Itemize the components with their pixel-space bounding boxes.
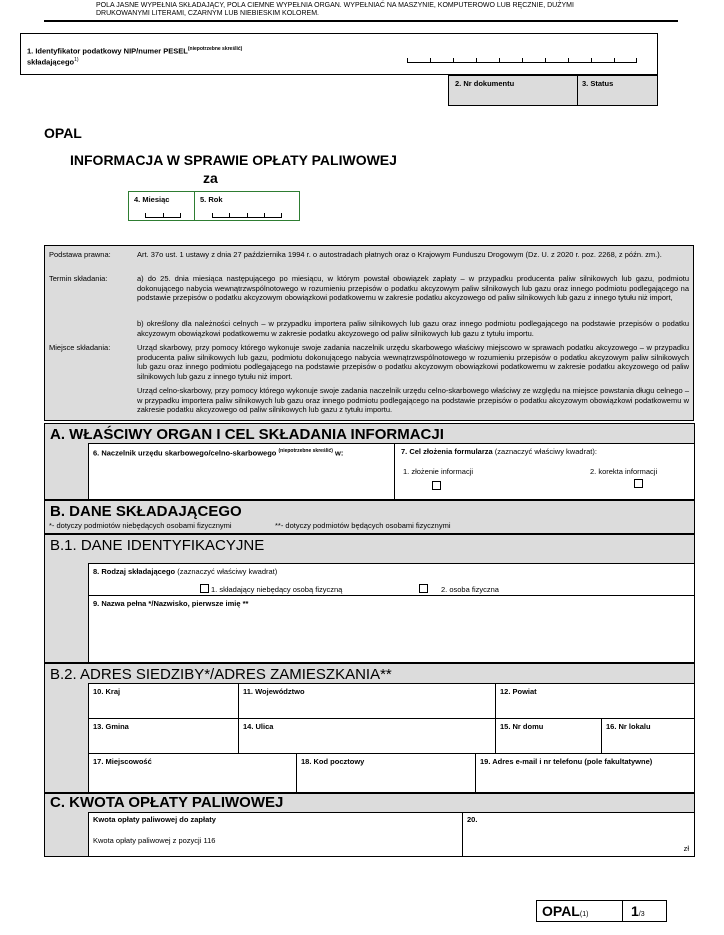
footer-page xyxy=(622,900,667,922)
deadline-text-a: a) do 25. dnia miesiąca następującego po miesiącu, w którym powstał obowiązek zapłaty – w przypadku producenta paliw silnikowych lub gazu, podmiotu dokonującego nabycia wewnątrzwspólnotowego w rozumieniu przepisów o podatku akcyzowym paliw silnikowych lub gazu oraz innego podmiotu podlegającego na podstawie przepisów o podatku akcyzowym obowiązkowi podatkowemu w zakresie podatku akcyzowego od paliw silnikowych lub gazu z innego tytułu niż import, xyxy=(137,274,689,302)
footnote-ref: 1) xyxy=(74,56,79,63)
form-title: INFORMACJA W SPRAWIE OPŁATY PALIWOWEJ xyxy=(70,152,397,168)
section-c-title: C. KWOTA OPŁATY PALIWOWEJ xyxy=(50,794,284,811)
place-label: Miejsce składania: xyxy=(49,343,111,352)
fuel-fee-amount-field[interactable] xyxy=(462,812,695,857)
email-phone-label: 19. Adres e-mail i nr telefonu (pole fakultatywne) xyxy=(480,757,653,766)
tax-office-label: 6. Naczelnik urzędu skarbowego/celno-skarbowego xyxy=(93,448,277,458)
currency-unit: zł xyxy=(683,843,689,853)
section-b xyxy=(44,500,695,534)
month-input[interactable] xyxy=(145,213,181,218)
footer-page-total: /3 xyxy=(638,911,645,918)
postal-code-field[interactable] xyxy=(296,753,476,793)
deadline-text-b: b) określony dla należności celnych – w przypadku importera paliw silnikowych lub gazu oraz innego podmiotu podlegającego na podstawie przepisów o podatku akcyzowym obowiązkowi podatkowemu w zakresie podatku akcyzowego od paliw silnikowych lub gazu z tytułu importu. xyxy=(137,319,689,338)
tax-office-note: (niepotrzebne skreślić) xyxy=(278,448,333,454)
voivodeship-label: 11. Województwo xyxy=(243,687,305,696)
street-field[interactable] xyxy=(238,718,496,754)
purpose-label: 7. Cel złożenia formularza xyxy=(401,447,493,456)
footer-form-code xyxy=(536,900,623,922)
id-digit-ticks xyxy=(407,58,637,63)
document-number-field xyxy=(448,75,578,106)
apartment-number-field[interactable] xyxy=(601,718,695,754)
header-note: POLA JASNE WYPEŁNIA SKŁADAJĄCY, POLA CIEMNE WYPEŁNIA ORGAN. WYPEŁNIAĆ NA MASZYNIE, KOMPUTEROWO LUB RĘCZNIE, DUŻYMI DRUKOWANYMI LITERAMI, CZARNYM LUB NIEBIESKIM KOLOREM. xyxy=(96,2,574,17)
commune-field[interactable] xyxy=(88,718,239,754)
place-text-a: Urząd skarbowy, przy pomocy którego wykonuje swoje zadania naczelnik urzędu skarbowego właściwy miejscowo w sprawach podatku akcyzowego – w przypadku producenta paliw silnikowych lub gazu, podmiotu dokonującego nabycia wewnątrzwspólnotowego w rozumieniu przepisów o podatku akcyzowym paliw silnikowych lub gazu oraz innego podmiotu podlegającego na podstawie przepisów o podatku akcyzowym obowiązkowi podatkowemu w zakresie podatku akcyzowego od paliw silnikowych lub gazu z innego tytułu niż import. xyxy=(137,343,689,381)
submitter-type-opt1-label: 1. składający niebędący osobą fizyczną xyxy=(211,585,343,594)
legal-basis-text: Art. 37o ust. 1 ustawy z dnia 27 października 1994 r. o autostradach płatnych oraz o Krajowym Funduszu Drogowym (Dz. U. z 2020 r. poz. 2268, z późn. zm.). xyxy=(137,250,662,259)
street-label: 14. Ulica xyxy=(243,722,274,731)
full-name-label: 9. Nazwa pełna */Nazwisko, pierwsze imię ** xyxy=(93,599,249,608)
footer-code: OPAL xyxy=(542,903,580,919)
county-label: 12. Powiat xyxy=(500,687,537,696)
footer-page-number: 1 xyxy=(631,903,639,919)
footer-variant: (1) xyxy=(579,911,589,918)
section-b-note2: **- dotyczy podmiotów będących osobami fizycznymi xyxy=(275,521,451,530)
submitter-type-opt2-checkbox[interactable] xyxy=(419,584,428,593)
house-number-field[interactable] xyxy=(495,718,602,754)
year-input[interactable] xyxy=(212,213,282,218)
year-label: 5. Rok xyxy=(200,195,223,204)
commune-label: 13. Gmina xyxy=(93,722,129,731)
fuel-fee-row-label: Kwota opłaty paliwowej z pozycji 116 xyxy=(93,836,216,845)
tax-office-w: w: xyxy=(335,448,344,458)
fuel-fee-row xyxy=(88,812,463,857)
form-title-za: za xyxy=(203,170,218,186)
form-code: OPAL xyxy=(44,125,82,141)
tax-office-field[interactable] xyxy=(88,443,395,500)
country-label: 10. Kraj xyxy=(93,687,121,696)
house-number-label: 15. Nr domu xyxy=(500,722,544,731)
deadline-label: Termin składania: xyxy=(49,274,108,283)
apartment-number-label: 16. Nr lokalu xyxy=(606,722,651,731)
taxpayer-id-label: 1. Identyfikator podatkowy NIP/numer PESEL xyxy=(27,46,188,56)
month-label: 4. Miesiąc xyxy=(134,195,170,204)
country-field[interactable] xyxy=(88,683,239,719)
city-field[interactable] xyxy=(88,753,297,793)
section-b-title: B. DANE SKŁADAJĄCEGO xyxy=(50,503,242,520)
taxpayer-id-field[interactable] xyxy=(20,33,658,75)
legal-basis-label: Podstawa prawna: xyxy=(49,250,111,259)
submitter-type-field xyxy=(88,563,695,596)
submitter-type-opt2-label: 2. osoba fizyczna xyxy=(441,585,499,594)
taxpayer-id-note: (niepotrzebne skreślić) xyxy=(187,46,243,52)
purpose-opt2-label: 2. korekta informacji xyxy=(590,467,658,476)
voivodeship-field[interactable] xyxy=(238,683,496,719)
period-box xyxy=(128,191,300,221)
full-name-field[interactable] xyxy=(88,595,695,663)
county-field[interactable] xyxy=(495,683,695,719)
section-b-note1: *- dotyczy podmiotów niebędących osobami fizycznymi xyxy=(49,521,232,530)
section-b1-title: B.1. DANE IDENTYFIKACYJNE xyxy=(50,537,265,554)
purpose-opt1-label: 1. złożenie informacji xyxy=(403,467,474,476)
submitter-type-opt1-checkbox[interactable] xyxy=(200,584,209,593)
purpose-hint: (zaznaczyć właściwy kwadrat): xyxy=(494,447,597,456)
postal-code-label: 18. Kod pocztowy xyxy=(301,757,365,766)
document-number-label: 2. Nr dokumentu xyxy=(455,79,515,88)
submitter-type-hint: (zaznaczyć właściwy kwadrat) xyxy=(177,567,278,576)
purpose-opt2-checkbox[interactable] xyxy=(634,479,643,488)
header-rule xyxy=(44,20,678,22)
email-phone-field[interactable] xyxy=(475,753,695,793)
status-label: 3. Status xyxy=(582,79,614,88)
fuel-fee-head: Kwota opłaty paliwowej do zapłaty xyxy=(93,815,216,824)
purpose-opt1-checkbox[interactable] xyxy=(432,481,441,490)
city-label: 17. Miejscowość xyxy=(93,757,152,766)
submitter-type-label: 8. Rodzaj składającego xyxy=(93,567,176,576)
purpose-field xyxy=(394,443,695,500)
place-text-b: Urząd celno-skarbowy, przy pomocy którego wykonuje swoje zadania naczelnik urzędu celno-skarbowego właściwy ze względu na miejsce powstania długu celnego – w przypadku importera paliw silnikowych lub gazu oraz innego podmiotu podlegającego na podstawie przepisów o podatku akcyzowym obowiązkowi podatkowemu w zakresie podatku akcyzowego od paliw silnikowych lub gazu z tytułu importu. xyxy=(137,386,689,414)
taxpayer-id-label-b: składającego xyxy=(27,57,75,66)
section-a-title: A. WŁAŚCIWY ORGAN I CEL SKŁADANIA INFORMACJI xyxy=(50,426,444,443)
fuel-fee-amount-label: 20. xyxy=(467,815,478,824)
section-b2-title: B.2. ADRES SIEDZIBY*/ADRES ZAMIESZKANIA** xyxy=(50,666,392,683)
status-field xyxy=(577,75,658,106)
